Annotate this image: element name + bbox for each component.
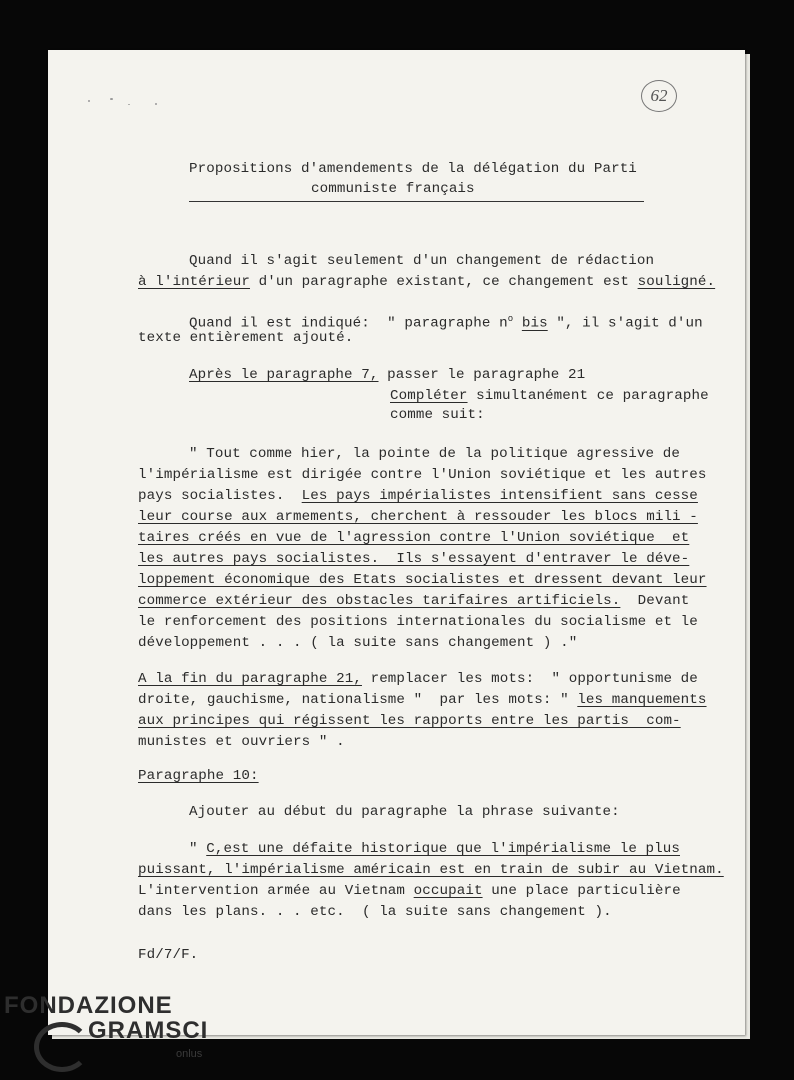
underlined-text: Les pays impérialistes intensifient sans cesse xyxy=(301,488,698,504)
text-run: droite, gauchisme, nationalisme " par les mots: " xyxy=(138,692,578,708)
quote1-line-6: les autres pays socialistes. Ils s'essayent d'entraver le déve- xyxy=(138,551,690,567)
underlined-text: C,est une défaite historique que l'impérialisme le plus xyxy=(206,841,680,857)
underlined-text: occupait xyxy=(413,883,483,899)
logo-text-line-1: FONDAZIONE xyxy=(4,992,173,1019)
underlined-text: commerce extérieur des obstacles tarifaires artificiels. xyxy=(138,593,621,609)
title-underline xyxy=(189,201,644,202)
para10-quote-line-2: puissant, l'impérialisme américain est en train de subir au Vietnam. xyxy=(138,862,724,878)
quote1-line-9: le renforcement des positions internationales du socialisme et le xyxy=(138,614,698,630)
text-run: simultanément ce paragraphe xyxy=(467,388,709,404)
quote1-line-5: taires créés en vue de l'agression contre l'Union soviétique et xyxy=(138,530,690,546)
quote1-line-4: leur course aux armements, cherchent à ressouder les blocs mili - xyxy=(138,509,698,525)
text-run: " xyxy=(189,841,207,857)
text-run: d'un paragraphe existant, ce changement est xyxy=(249,274,638,290)
para10-heading: Paragraphe 10: xyxy=(138,768,259,784)
underlined-text: à l'intérieur xyxy=(138,274,250,290)
amend21-line-3: aux principes qui régissent les rapports entre les partis com- xyxy=(138,713,681,729)
underlined-text: Compléter xyxy=(390,388,468,404)
superscript: o xyxy=(507,314,514,324)
text-run: Devant xyxy=(620,593,690,609)
intro-p2-line-2: texte entièrement ajouté. xyxy=(138,330,354,346)
text-run: pays socialistes. xyxy=(138,488,302,504)
underlined-text: Après le paragraphe 7, xyxy=(189,367,379,383)
underlined-text: les manquements xyxy=(577,692,707,708)
amend7-line-1 xyxy=(189,366,585,384)
intro-p1-line-2 xyxy=(138,273,715,291)
quote1-line-1: " Tout comme hier, la pointe de la politique agressive de xyxy=(189,446,680,462)
underlined-text: bis xyxy=(521,315,548,332)
logo-suffix: onlus xyxy=(176,1048,203,1060)
paper-speck xyxy=(110,98,113,100)
logo-text-line-2: GRAMSCI xyxy=(88,1017,209,1044)
quote1-line-3 xyxy=(138,487,698,505)
underlined-text: A la fin du paragraphe 21, xyxy=(138,671,362,687)
text-run: Quand il est indiqué: " paragraphe n xyxy=(189,315,508,332)
amend21-line-1 xyxy=(138,670,698,688)
amend21-line-2 xyxy=(138,691,707,709)
text-run: ", il s'agit d'un xyxy=(547,315,703,332)
paper-speck xyxy=(155,103,157,105)
text-run: une place particulière xyxy=(482,883,681,899)
text-run: L'intervention armée au Vietnam xyxy=(138,883,414,899)
title-line-2: communiste français xyxy=(311,181,475,197)
intro-p1-line-1: Quand il s'agit seulement d'un changement de rédaction xyxy=(189,253,655,269)
para10-instruction: Ajouter au début du paragraphe la phrase suivante: xyxy=(189,804,620,820)
para10-quote-line-1 xyxy=(189,840,680,858)
text-run xyxy=(513,316,522,332)
text-run: remplacer les mots: " opportunisme de xyxy=(361,671,698,687)
amend7-line-3: comme suit: xyxy=(390,407,485,423)
para10-quote-line-3 xyxy=(138,882,681,900)
document-reference: Fd/7/F. xyxy=(138,947,199,963)
paper-speck xyxy=(128,104,130,105)
quote1-line-10: développement . . . ( la suite sans changement ) ." xyxy=(138,635,578,651)
quote1-line-7: loppement économique des Etats socialistes et dressent devant leur xyxy=(138,572,707,588)
title-line-1: Propositions d'amendements de la délégation du Parti xyxy=(189,161,637,177)
logo-mark-icon xyxy=(34,1022,90,1072)
amend7-line-2 xyxy=(390,387,709,405)
quote1-line-2: l'impérialisme est dirigée contre l'Union soviétique et les autres xyxy=(138,467,707,483)
para10-quote-line-4: dans les plans. . . etc. ( la suite sans changement ). xyxy=(138,904,612,920)
quote1-line-8 xyxy=(138,592,689,610)
text-run: passer le paragraphe 21 xyxy=(378,367,586,383)
paper-speck xyxy=(88,100,90,102)
amend21-line-4: munistes et ouvriers " . xyxy=(138,734,345,750)
handwritten-page-number: 62 xyxy=(641,80,677,112)
underlined-text: souligné. xyxy=(637,274,716,290)
